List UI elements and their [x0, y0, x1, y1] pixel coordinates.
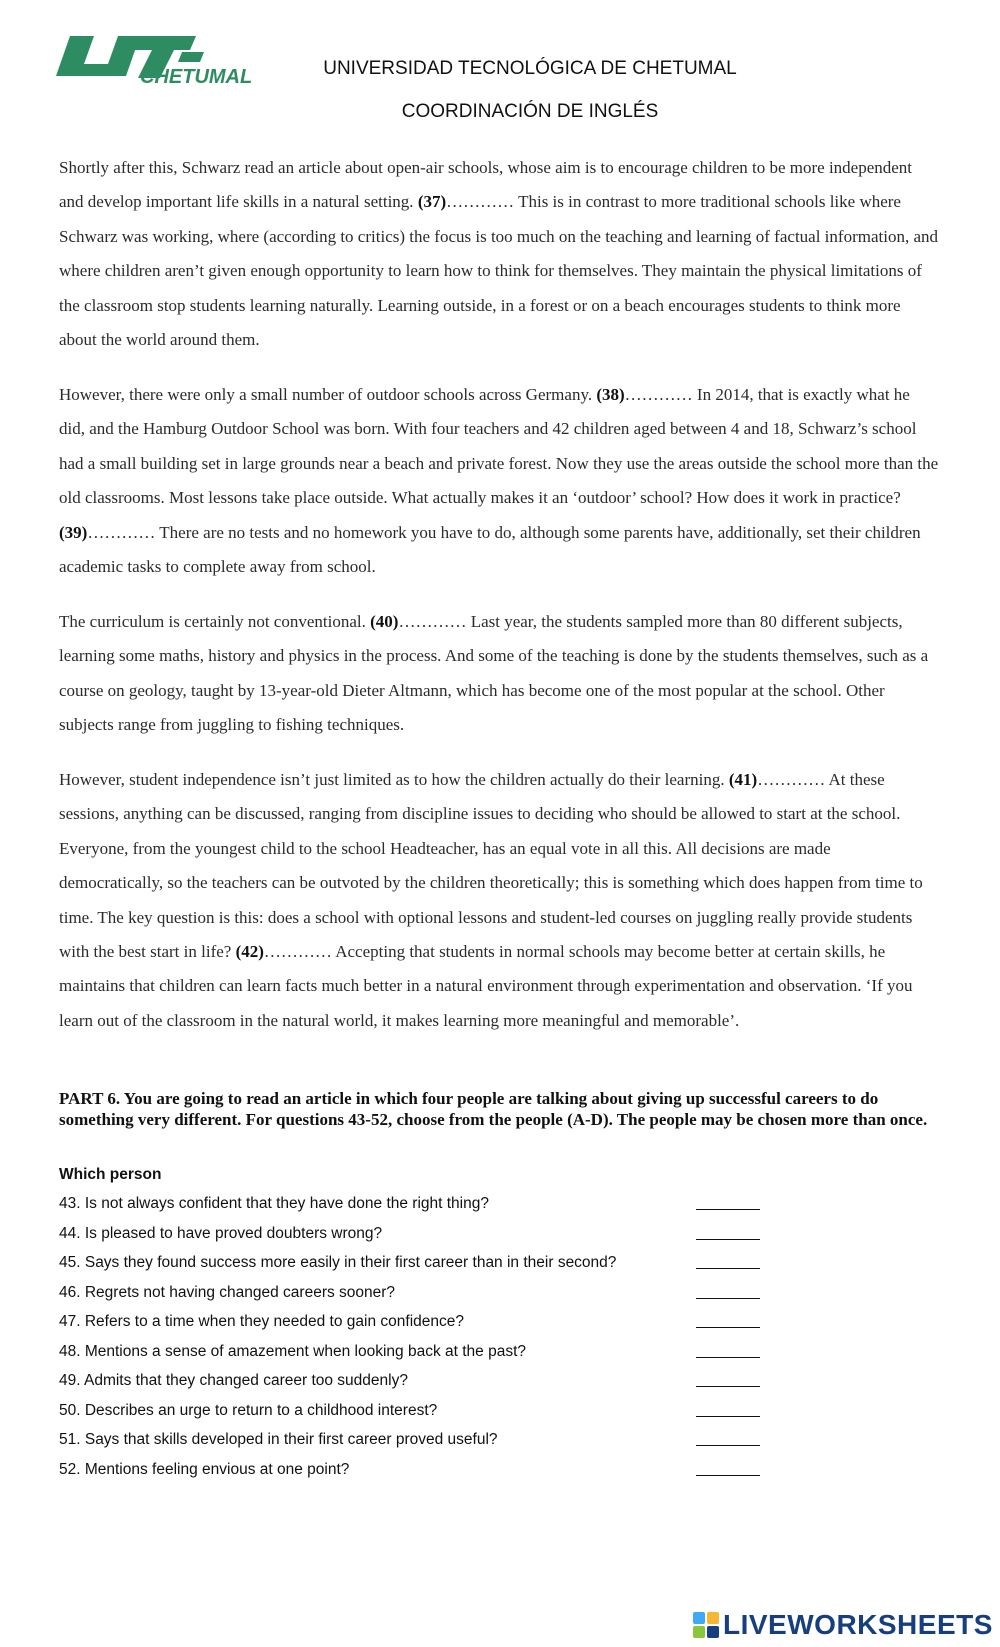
- question-list: [59, 1193, 779, 1488]
- gap-38-number: (38): [596, 385, 625, 404]
- question-text: 47. Refers to a time when they needed to gain confidence?: [59, 1313, 464, 1330]
- liveworksheets-logo-icon: [693, 1612, 719, 1638]
- question-49: [59, 1370, 779, 1400]
- answer-blank-46[interactable]: [696, 1298, 760, 1299]
- article-paragraph-4: [59, 763, 939, 1038]
- question-text: 51. Says that skills developed in their first career proved useful?: [59, 1431, 498, 1448]
- answer-blank-43[interactable]: [696, 1209, 760, 1210]
- gap-42-number: (42): [235, 942, 264, 962]
- p2-text-c: ………… There are no tests and no homework you have to do, although some parents have, additionally, set their children academic tasks to complete away from school.: [59, 522, 921, 577]
- answer-blank-50[interactable]: [696, 1416, 760, 1417]
- p1-text-a: Shortly after this, Schwarz read an article about open-air schools, whose aim is to encourage children to be more independent and develop important life skills in a natural setting.: [59, 158, 913, 212]
- question-text: 43. Is not always confident that they have done the right thing?: [59, 1195, 489, 1212]
- gap-40-number: (40): [370, 612, 399, 631]
- question-text: 48. Mentions a sense of amazement when looking back at the past?: [59, 1342, 527, 1360]
- question-text: 45. Says they found success more easily in their first career than in their second?: [59, 1254, 617, 1271]
- answer-blank-44[interactable]: [696, 1239, 760, 1240]
- p4-text-a: However, student independence isn’t just limited as to how the children actually do their learning.: [59, 770, 729, 789]
- answer-blank-52[interactable]: [696, 1475, 760, 1476]
- which-person-heading: Which person: [59, 1166, 162, 1183]
- p1-text-b: ………… This is in contrast to more traditional schools like where Schwarz was working, where (according to critics) the focus is too much on the teaching and learning of factual information, and where children aren’t given enough opportunity to learn how to think for themselves. They maintain the physical limitations of the classroom stop students learning naturally. Learning outside, in a forest or on a beach encourages students to think more about the world around them.: [59, 192, 938, 350]
- p3-text-b: ………… Last year, the students sampled more than 80 different subjects, learning some maths, history and physics in the process. And some of the teaching is done by the students themselves, such as a course on geology, taught by 13-year-old Dieter Altmann, which has become one of the most popular at the school. Other subjects range from juggling to fishing techniques.: [59, 612, 929, 735]
- gap-41-number: (41): [728, 770, 758, 789]
- p3-text-a: The curriculum is certainly not conventional.: [59, 612, 371, 631]
- question-50: [59, 1400, 779, 1430]
- question-47: [59, 1311, 779, 1341]
- question-43: [59, 1193, 779, 1223]
- question-text: 50. Describes an urge to return to a childhood interest?: [59, 1401, 438, 1419]
- gap-39-number: (39): [59, 522, 88, 542]
- part6-instructions: PART 6. You are going to read an article in which four people are talking about giving up successful careers to do something very different. For questions 43-52, choose from the people (A-D). The people may be chosen more than once.: [59, 1089, 928, 1129]
- answer-blank-51[interactable]: [696, 1445, 760, 1446]
- department-name: COORDINACIÓN DE INGLÉS: [401, 101, 659, 122]
- university-name: UNIVERSIDAD TECNOLÓGICA DE CHETUMAL: [323, 58, 737, 79]
- question-51: [59, 1429, 779, 1459]
- question-44: [59, 1223, 779, 1253]
- logo-text: CHETUMAL: [140, 66, 253, 86]
- answer-blank-49[interactable]: [696, 1386, 760, 1387]
- question-text: 46. Regrets not having changed careers sooner?: [59, 1283, 396, 1301]
- ut-chetumal-logo: [56, 36, 256, 86]
- liveworksheets-brand: [693, 1608, 993, 1642]
- answer-blank-48[interactable]: [696, 1357, 760, 1358]
- p4-text-c: ………… Accepting that students in normal schools may become better at certain skills, he maintains that children can learn facts much better in a natural environment through experimentation and observation. ‘If you learn out of the classroom in the natural world, it makes learning more meaningful and memorable’.: [59, 942, 913, 1030]
- question-45: [59, 1252, 779, 1282]
- p2-text-b: ………… In 2014, that is exactly what he did, and the Hamburg Outdoor School was born. With four teachers and 42 children aged between 4 and 18, Schwarz’s school had a small building set in large grounds near a beach and private forest. Now they use the areas outside the school more than the old classrooms. Most lessons take place outside. What actually makes it an ‘outdoor’ school? How does it work in practice?: [59, 385, 939, 508]
- p4-text-b: ………… At these sessions, anything can be discussed, ranging from discipline issues to deciding who should be allowed to start at the school. Everyone, from the youngest child to the school Headteacher, has an equal vote in all this. All decisions are made democratically, so the teachers can be outvoted by the children theoretically; this is something which does happen from time to time. The key question is this: does a school with optional lessons and student-led courses on juggling really provide students with the best start in life?: [59, 770, 923, 962]
- question-text: 44. Is pleased to have proved doubters wrong?: [59, 1224, 383, 1242]
- gap-37-number: (37): [417, 192, 447, 212]
- question-text: 49. Admits that they changed career too suddenly?: [59, 1372, 408, 1389]
- article-paragraph-3: [59, 605, 939, 743]
- question-46: [59, 1282, 779, 1312]
- article-paragraph-1: [59, 151, 939, 357]
- question-52: [59, 1459, 779, 1489]
- answer-blank-45[interactable]: [696, 1268, 760, 1269]
- answer-blank-47[interactable]: [696, 1327, 760, 1328]
- question-text: 52. Mentions feeling envious at one point?: [59, 1460, 350, 1478]
- question-48: [59, 1341, 779, 1371]
- liveworksheets-wordmark: LIVEWORKSHEETS: [723, 1609, 993, 1640]
- article-paragraph-2: [59, 378, 939, 584]
- p2-text-a: However, there were only a small number of outdoor schools across Germany.: [59, 385, 597, 404]
